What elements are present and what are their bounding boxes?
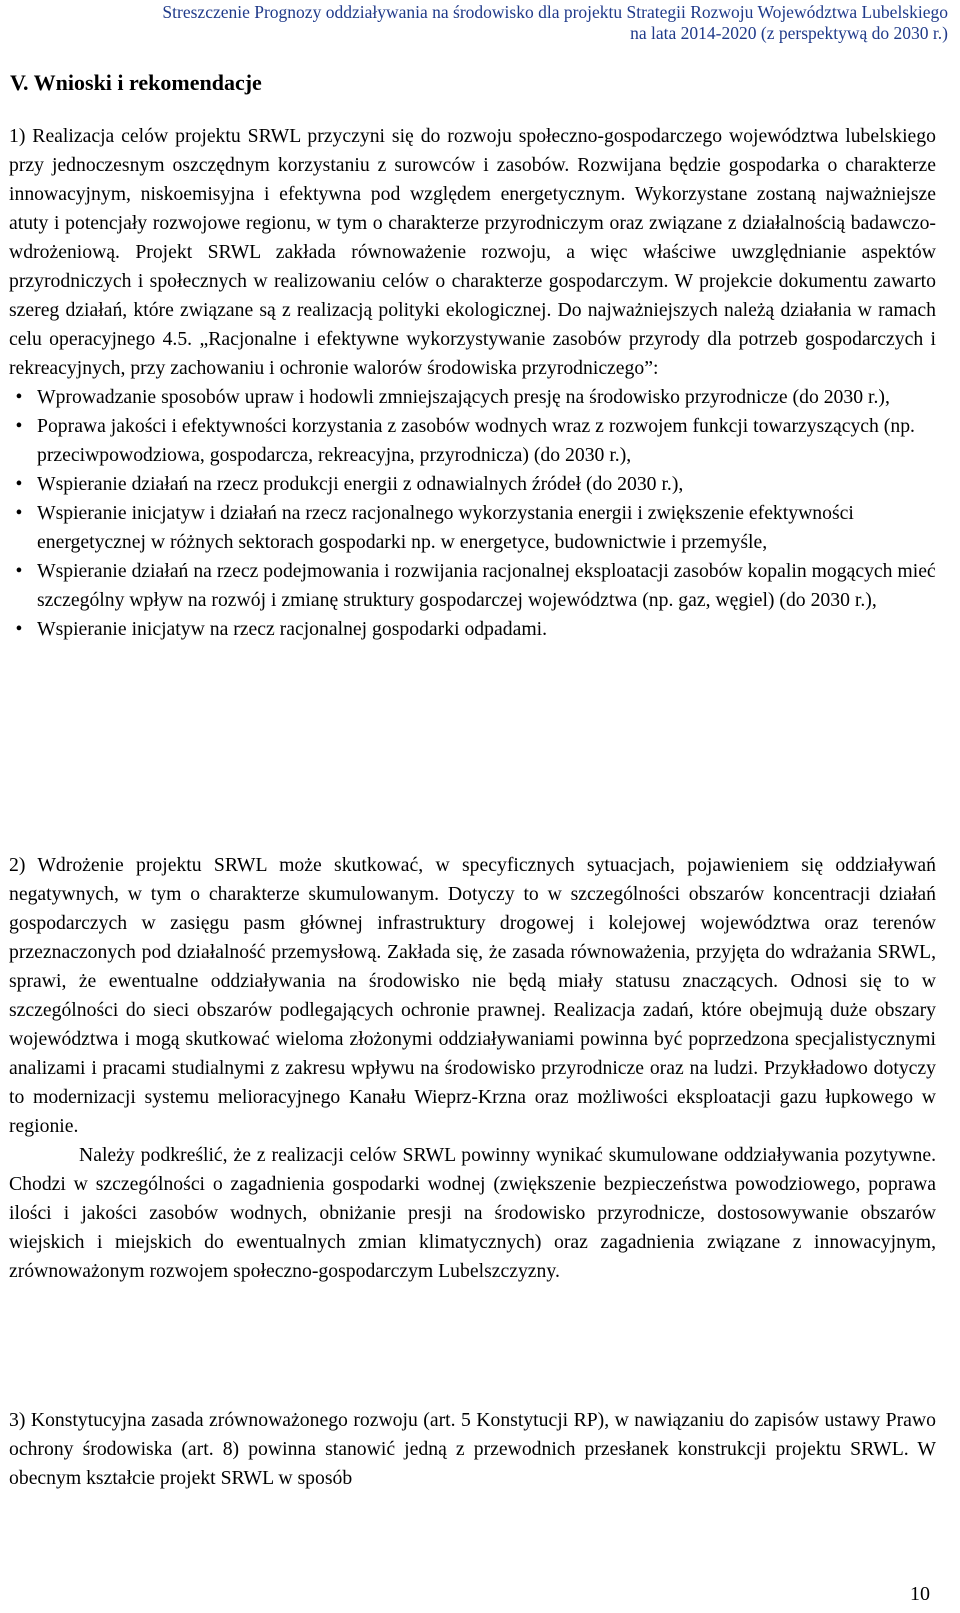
section-title: V. Wnioski i rekomendacje	[10, 70, 262, 95]
bullet-text: Wspieranie inicjatyw i działań na rzecz racjonalnego wykorzystania energii i zwiększenie efektywności energetycznej w różnych sektorach gospodarki np. w energetyce, budownictwie i przemyśle,	[37, 502, 854, 553]
point-2-paragraph-continued	[9, 1141, 936, 1286]
point-2-block	[9, 851, 936, 1286]
bullet-item	[9, 557, 936, 615]
bullet-marker: •	[15, 560, 23, 582]
bullet-marker: •	[15, 502, 23, 524]
bullet-item	[9, 470, 936, 499]
bullet-item	[9, 412, 936, 470]
bullet-text: Wspieranie działań na rzecz produkcji energii z odnawialnych źródeł (do 2030 r.),	[37, 473, 684, 495]
point-3-paragraph: 3) Konstytucyjna zasada zrównoważonego rozwoju (art. 5 Konstytucji RP), w nawiązaniu do zapisów ustawy Prawo ochrony środowiska (art. 8) powinna stanowić jedną z przewodnich przesłanek konstrukcji projektu SRWL. W obecnym kształcie projekt SRWL w sposób	[9, 1409, 936, 1489]
bullet-text: Wprowadzanie sposobów upraw i hodowli zmniejszających presję na środowisko przyrodnicze (do 2030 r.),	[37, 386, 890, 408]
point-2-continued-text: Należy podkreślić, że z realizacji celów SRWL powinny wynikać skumulowane oddziaływania pozytywne. Chodzi w szczególności o zagadnienia gospodarki wodnej (zwiększenie bezpieczeństwa powodziowego, poprawa ilości i jakości zasobów wodnych, obniżanie presji na środowisko przyrodnicze, dostosowywanie obszarów wiejskich i miejskich do ewentualnych zmian klimatycznych) oraz zagadnienia związane z innowacyjnym, zrównoważonym rozwojem społeczno-gospodarczym Lubelszczyzny.	[9, 1144, 936, 1282]
bullet-item	[9, 383, 936, 412]
point-3-block	[9, 1406, 936, 1493]
bullet-text: Wspieranie inicjatyw na rzecz racjonalnej gospodarki odpadami.	[37, 618, 548, 640]
point-1-paragraph: 1) Realizacja celów projektu SRWL przyczyni się do rozwoju społeczno-gospodarczego województwa lubelskiego przy jednoczesnym oszczędnym korzystaniu z surowców i zasobów. Rozwijana będzie gospodarka o charakterze innowacyjnym, niskoemisyjna i efektywna pod względem energetycznym. Wykorzystane zostaną najważniejsze atuty i potencjały rozwojowe regionu, w tym o charakterze przyrodniczym oraz związane z działalnością badawczo-wdrożeniową. Projekt SRWL zakłada równoważenie rozwoju, a więc właściwe uwzględnianie aspektów przyrodniczych i społecznych w realizowaniu celów o charakterze gospodarczym. W projekcie dokumentu zawarto szereg działań, które związane są z realizacją polityki ekologicznej. Do najważniejszych należą działania w ramach celu operacyjnego 4.5. „Racjonalne i efektywne wykorzystywanie zasobów przyrody dla potrzeb gospodarczych i rekreacyjnych, przy zachowaniu i ochronie walorów środowiska przyrodniczego”:	[9, 125, 936, 379]
bullet-text: Wspieranie działań na rzecz podejmowania i rozwijania racjonalnej eksploatacji zasobów kopalin mogących mieć szczególny wpływ na rozwój i zmianę struktury gospodarczej województwa (np. gaz, węgiel) (do 2030 r.),	[37, 560, 936, 611]
bullet-text: Poprawa jakości i efektywności korzystania z zasobów wodnych wraz z rozwojem funkcji towarzyszących (np. przeciwpowodziowa, gospodarcza, rekreacyjna, przyrodnicza) (do 2030 r.),	[37, 415, 915, 466]
bullet-marker: •	[15, 618, 23, 640]
running-header	[0, 2, 948, 44]
point-1-bullet-list	[9, 383, 936, 644]
page-number: 10	[910, 1583, 930, 1605]
header-line-2: na lata 2014-2020 (z perspektywą do 2030 r.)	[630, 23, 948, 43]
bullet-marker: •	[15, 415, 23, 437]
bullet-marker: •	[15, 386, 23, 408]
bullet-item	[9, 615, 936, 644]
point-1-block	[9, 122, 936, 644]
point-2-paragraph: 2) Wdrożenie projektu SRWL może skutkować, w specyficznych sytuacjach, pojawieniem się oddziaływań negatywnych, w tym o charakterze skumulowanym. Dotyczy to w szczególności obszarów koncentracji działań gospodarczych w zasięgu pasm głównej infrastruktury drogowej i kolejowej województwa oraz terenów przeznaczonych pod działalność przemysłową. Zakłada się, że zasada równoważenia, przyjęta do wdrażania SRWL, sprawi, że ewentualne oddziaływania na środowisko nie będą miały statusu znaczących. Odnosi się to w szczególności do sieci obszarów podlegających ochronie prawnej. Realizacja zadań, które obejmują duże obszary województwa i mogą skutkować wieloma złożonymi oddziaływaniami powinna być poprzedzona specjalistycznymi analizami i pracami studialnymi z zakresu wpływu na środowisko przyrodnicze oraz na ludzi. Przykładowo dotyczy to modernizacji systemu melioracyjnego Kanału Wieprz-Krzna oraz możliwości eksploatacji gazu łupkowego w regionie.	[9, 854, 936, 1137]
bullet-marker: •	[15, 473, 23, 495]
header-line-1: Streszczenie Prognozy oddziaływania na środowisko dla projektu Strategii Rozwoju Województwa Lubelskiego	[162, 2, 948, 22]
bullet-item	[9, 499, 936, 557]
